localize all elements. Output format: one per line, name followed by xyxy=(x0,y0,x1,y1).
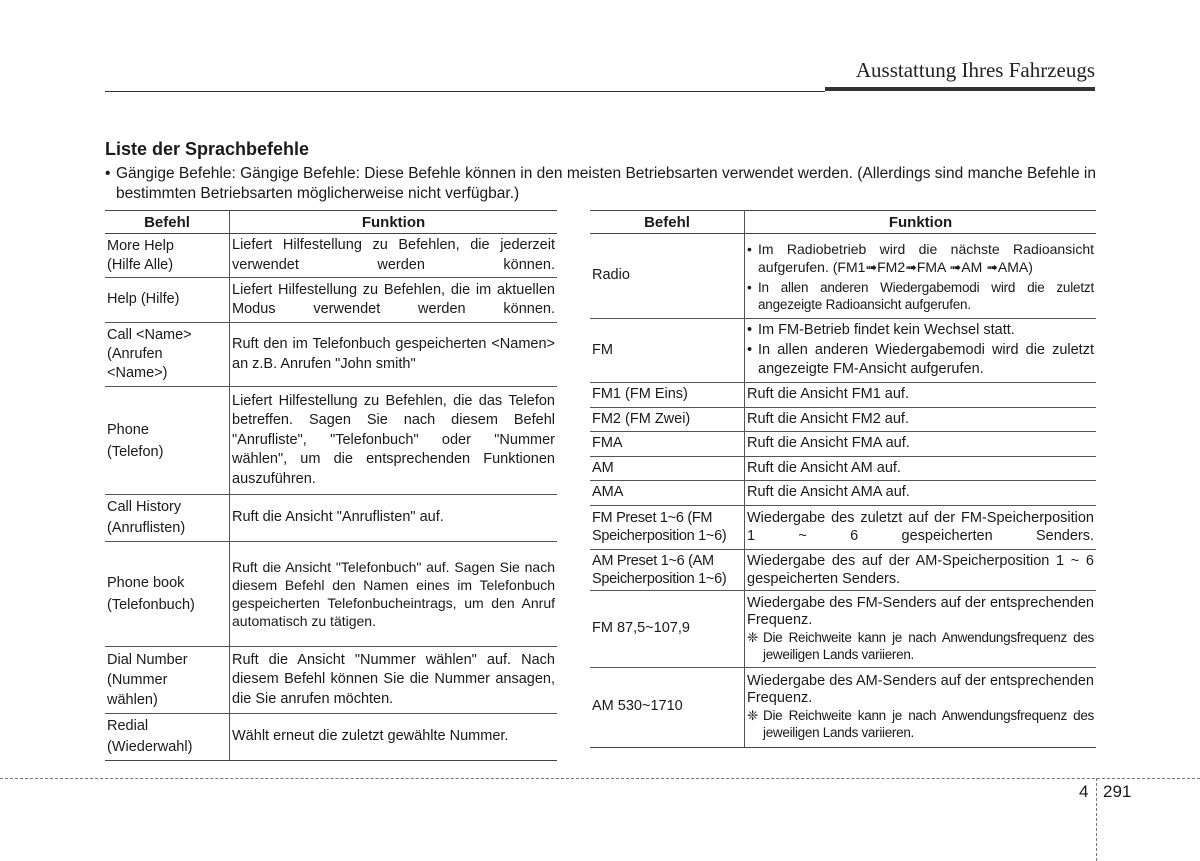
command-cell: Dial Number (Nummer wählen) xyxy=(105,647,230,714)
function-cell: Wiedergabe des auf der AM-Speicherposition 1 ~ 6 gespeicherten Senders. xyxy=(745,549,1097,590)
section-title: Liste der Sprachbefehle xyxy=(105,139,310,159)
function-cell: Ruft die Ansicht AM auf. xyxy=(745,456,1097,481)
table-row xyxy=(590,319,1096,383)
command-cell: FM2 (FM Zwei) xyxy=(590,407,745,432)
header-rule-bold xyxy=(825,87,1095,91)
function-cell xyxy=(745,667,1097,747)
table-header-row xyxy=(105,211,557,234)
running-header-title: Ausstattung Ihres Fahrzeugs xyxy=(855,58,1095,82)
command-cell: Radio xyxy=(590,234,745,319)
function-bullet-text: In allen anderen Wiedergabemodi wird die zuletzt angezeigte Radioansicht aufgerufen. xyxy=(758,279,1094,312)
table-row xyxy=(105,387,557,495)
command-cell: FM 87,5~107,9 xyxy=(590,590,745,667)
function-cell: Ruft die Ansicht AMA auf. xyxy=(745,481,1097,506)
command-cell: FM1 (FM Eins) xyxy=(590,383,745,408)
column-header-function: Funktion xyxy=(230,211,558,234)
command-cell: FMA xyxy=(590,432,745,457)
function-cell: Ruft die Ansicht FM1 auf. xyxy=(745,383,1097,408)
table-row xyxy=(105,495,557,542)
table-row xyxy=(105,278,557,323)
table-row xyxy=(590,590,1096,667)
page-number: 291 xyxy=(1103,782,1132,801)
bullet: • xyxy=(747,341,753,358)
table-row xyxy=(590,549,1096,590)
command-cell: AM 530~1710 xyxy=(590,667,745,747)
table-header-row xyxy=(590,211,1096,234)
function-cell xyxy=(745,319,1097,383)
note-mark: ❈ xyxy=(747,708,759,723)
table-row xyxy=(590,407,1096,432)
bullet: • xyxy=(747,279,752,295)
function-cell: Ruft die Ansicht FMA auf. xyxy=(745,432,1097,457)
command-cell: AMA xyxy=(590,481,745,506)
voice-commands-table-phone xyxy=(105,210,557,761)
function-cell: Liefert Hilfestellung zu Befehlen, die das Telefon betreffen. Sagen Sie nach diesem Befehl "Anrufliste", "Telefonbuch" oder "Nummer wählen", um die entsprechenden Funktionen auszuführen. xyxy=(230,387,558,495)
table-row xyxy=(590,456,1096,481)
note-text: Die Reichweite kann je nach Anwendungsfrequenz des jeweiligen Lands variieren. xyxy=(763,629,1094,662)
function-cell: Ruft die Ansicht "Telefonbuch" auf. Sagen Sie nach diesem Befehl den Namen eines im Telefonbuch gespeicherten Telefonbucheintrags, um den Anruf automatisch zu tätigen. xyxy=(230,542,558,647)
function-cell: Wiedergabe des zuletzt auf der FM-Speicherposition 1 ~ 6 gespeicherten Senders. xyxy=(745,505,1097,549)
command-cell: FM Preset 1~6 (FM Speicherposition 1~6) xyxy=(590,505,745,549)
function-cell: Ruft die Ansicht "Nummer wählen" auf. Nach diesem Befehl können Sie die Nummer ansagen, die Sie anrufen möchten. xyxy=(230,647,558,714)
intro-text: Gängige Befehle: Gängige Befehle: Diese Befehle können in den meisten Betriebsarten verwendet werden. (Allerdings sind manche Befehle in bestimmten Betriebsarten möglicherweise nicht verfügbar.) xyxy=(116,165,1096,202)
table-row xyxy=(590,432,1096,457)
function-cell: Ruft den im Telefonbuch gespeicherten <Namen> an z.B. Anrufen "John smith" xyxy=(230,323,558,387)
table-row xyxy=(105,542,557,647)
function-bullet-text: In allen anderen Wiedergabemodi wird die zuletzt angezeigte FM-Ansicht aufgerufen. xyxy=(758,341,1094,378)
command-cell: FM xyxy=(590,319,745,383)
table-row xyxy=(590,383,1096,408)
function-text: Wiedergabe des AM-Senders auf der entsprechenden Frequenz. xyxy=(747,673,1094,706)
command-cell: Phone book (Telefonbuch) xyxy=(105,542,230,647)
column-header-command: Befehl xyxy=(590,211,745,234)
note-text: Die Reichweite kann je nach Anwendungsfrequenz des jeweiligen Lands variieren. xyxy=(763,708,1094,740)
footer-dashed-rule xyxy=(0,778,1200,779)
function-cell: Liefert Hilfestellung zu Befehlen, die im aktuellen Modus verwendet werden können. xyxy=(230,278,558,323)
command-cell: Call History (Anruflisten) xyxy=(105,495,230,542)
bullet: • xyxy=(747,322,753,339)
table-row xyxy=(590,505,1096,549)
column-header-function: Funktion xyxy=(745,211,1097,234)
bullet: • xyxy=(747,240,752,257)
command-cell: Phone (Telefon) xyxy=(105,387,230,495)
table-row xyxy=(105,323,557,387)
command-cell: AM Preset 1~6 (AM Speicherposition 1~6) xyxy=(590,549,745,590)
column-header-command: Befehl xyxy=(105,211,230,234)
function-bullet-text: Im FM-Betrieb findet kein Wechsel statt. xyxy=(758,322,1015,339)
function-cell xyxy=(745,590,1097,667)
function-text: Wiedergabe des FM-Senders auf der entsprechenden Frequenz. xyxy=(747,594,1094,628)
table-row xyxy=(105,234,557,278)
command-cell: More Help (Hilfe Alle) xyxy=(105,234,230,278)
intro-paragraph xyxy=(105,164,1096,204)
function-bullet-text: Im Radiobetrieb wird die nächste Radioansicht aufgerufen. (FM1➟FM2➟FMA ➟AM ➟AMA) xyxy=(758,240,1094,275)
voice-commands-table-radio xyxy=(590,210,1096,748)
table-row xyxy=(590,234,1096,319)
table-row xyxy=(105,714,557,761)
function-cell: Ruft die Ansicht FM2 auf. xyxy=(745,407,1097,432)
function-cell: Ruft die Ansicht "Anruflisten" auf. xyxy=(230,495,558,542)
command-cell: AM xyxy=(590,456,745,481)
command-cell: Help (Hilfe) xyxy=(105,278,230,323)
footer-dashed-divider xyxy=(1096,778,1097,861)
function-cell xyxy=(745,234,1097,319)
command-cell: Redial (Wiederwahl) xyxy=(105,714,230,761)
function-cell: Wählt erneut die zuletzt gewählte Nummer. xyxy=(230,714,558,761)
table-row xyxy=(590,667,1096,747)
bullet: • xyxy=(105,165,111,182)
table-row xyxy=(105,647,557,714)
command-cell: Call <Name> (Anrufen <Name>) xyxy=(105,323,230,387)
chapter-number: 4 xyxy=(1079,782,1089,801)
table-row xyxy=(590,481,1096,506)
note-mark: ❈ xyxy=(747,629,759,645)
function-cell: Liefert Hilfestellung zu Befehlen, die jederzeit verwendet werden können. xyxy=(230,234,558,278)
header-rule xyxy=(105,91,825,92)
